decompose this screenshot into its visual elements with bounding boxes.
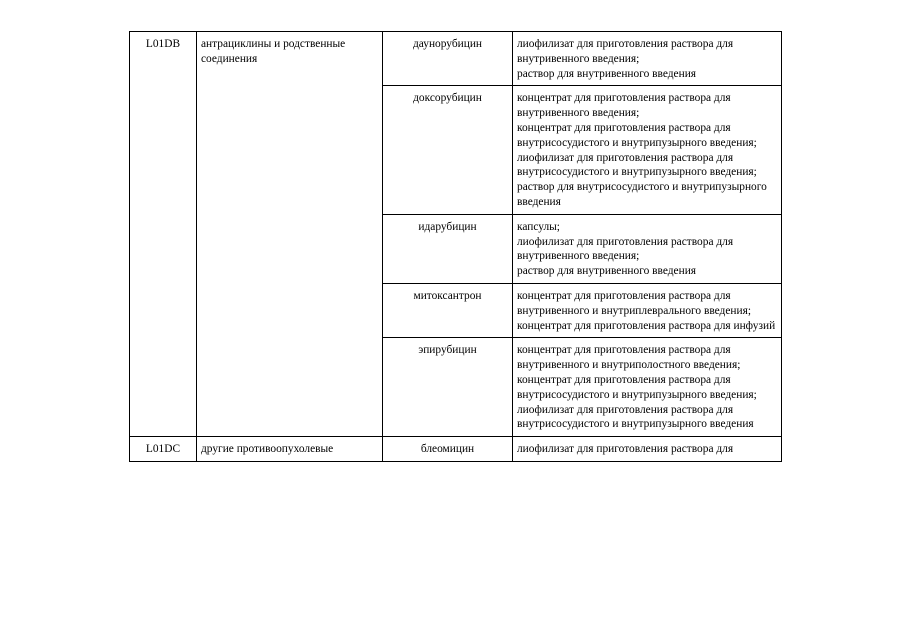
dosage-form-line: лиофилизат для приготовления раствора для внутрисосудистого и внутрипузырного введения;	[517, 151, 757, 179]
atc-code-cell: L01DC	[130, 437, 197, 462]
dosage-form-line: раствор для внутрисосудистого и внутрипузырного введения	[517, 181, 770, 208]
dosage-forms-cell	[513, 338, 782, 437]
atc-code-cell: L01DB	[130, 32, 197, 437]
dosage-form-line: концентрат для приготовления раствора для внутривенного и внутриполостного введения;	[517, 344, 741, 372]
dosage-forms-cell	[513, 437, 782, 462]
dosage-form-line: раствор для внутривенного введения	[517, 67, 697, 80]
dosage-form-line: концентрат для приготовления раствора для инфузий	[517, 319, 776, 332]
dosage-form-line: концентрат для приготовления раствора для внутрисосудистого и внутрипузырного введения;	[517, 373, 757, 401]
table-body	[130, 32, 782, 462]
drug-group-cell: антрациклины и родственные соединения	[197, 32, 383, 437]
dosage-forms-cell	[513, 86, 782, 214]
table-row	[130, 437, 782, 462]
drug-name-cell: идарубицин	[383, 214, 513, 283]
drug-name-cell: блеомицин	[383, 437, 513, 462]
table-row	[130, 32, 782, 86]
dosage-forms-cell	[513, 32, 782, 86]
drug-name-cell: доксорубицин	[383, 86, 513, 214]
dosage-form-line: лиофилизат для приготовления раствора для	[517, 443, 734, 456]
dosage-forms-cell	[513, 283, 782, 337]
drug-name-cell: митоксантрон	[383, 283, 513, 337]
dosage-form-line: лиофилизат для приготовления раствора для внутрисосудистого и внутрипузырного введения	[517, 403, 754, 431]
drug-table	[129, 31, 782, 462]
dosage-form-line: раствор для внутривенного введения	[517, 265, 697, 278]
dosage-form-line: лиофилизат для приготовления раствора для внутривенного введения;	[517, 38, 736, 65]
dosage-form-line: концентрат для приготовления раствора для внутривенного введения;	[517, 92, 734, 120]
dosage-form-line: капсулы;	[517, 220, 560, 233]
dosage-form-line: концентрат для приготовления раствора для внутрисосудистого и внутрипузырного введения;	[517, 121, 757, 149]
drug-group-cell: другие противоопухолевые	[197, 437, 383, 462]
dosage-forms-cell	[513, 214, 782, 283]
dosage-form-line: лиофилизат для приготовления раствора для внутривенного введения;	[517, 235, 736, 263]
drug-name-cell: эпирубицин	[383, 338, 513, 437]
drug-name-cell: даунорубицин	[383, 32, 513, 86]
dosage-form-line: концентрат для приготовления раствора для внутривенного и внутриплеврального введения;	[517, 289, 751, 317]
